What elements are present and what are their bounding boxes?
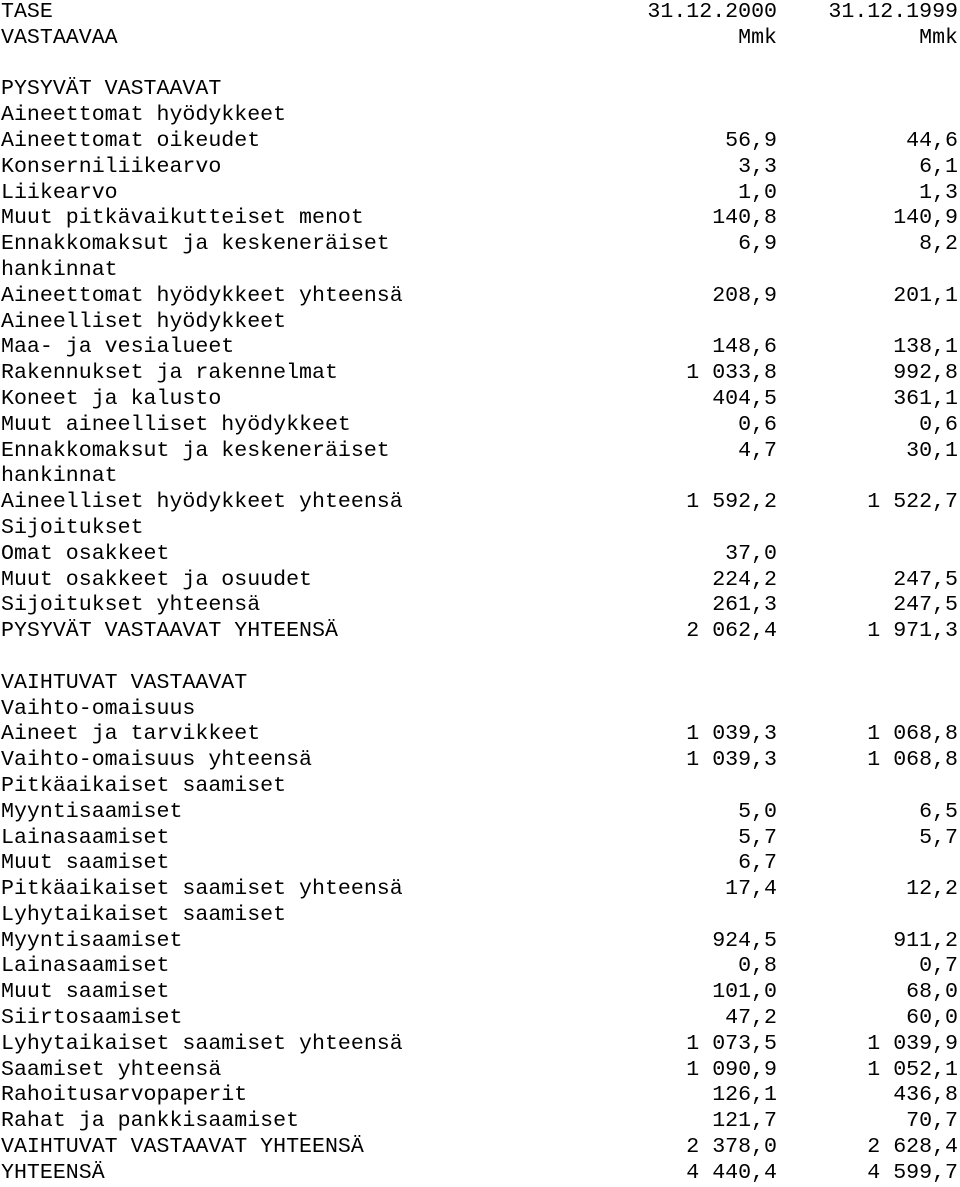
table-row [0,1109,960,1135]
table-row [0,361,960,387]
table-row [0,954,960,980]
value-1999: 44,6 [906,128,958,153]
table-row [0,619,960,645]
unit-label-1999: Mmk [919,25,958,50]
row-label: Vaihto-omaisuus [1,696,196,721]
section-spacer [0,52,960,78]
document-title: TASE [1,0,53,24]
value-2000: 0,6 [738,412,777,437]
value-1999: 1 068,8 [867,722,958,747]
value-1999: 1 971,3 [867,619,958,644]
row-label: Siirtosaamiset [1,1006,183,1031]
row-label: Aineettomat hyödykkeet yhteensä [1,283,403,308]
table-row [0,516,960,542]
row-label: VAIHTUVAT VASTAAVAT YHTEENSÄ [1,1135,364,1160]
table-row [0,439,960,465]
row-label: Rahat ja pankkisaamiset [1,1109,300,1134]
table-row [0,903,960,929]
value-2000: 17,4 [725,877,777,902]
table-row [0,1032,960,1058]
value-1999: 30,1 [906,438,958,463]
value-2000: 1 090,9 [686,1057,777,1082]
table-row [0,155,960,181]
value-2000: 261,3 [712,593,777,618]
row-label: Lyhytaikaiset saamiset [1,902,287,927]
value-1999: 6,5 [919,799,958,824]
row-label: Lyhytaikaiset saamiset yhteensä [1,1031,403,1056]
value-1999: 1,3 [919,180,958,205]
row-label: Maa- ja vesialueet [1,335,235,360]
row-label: Liikearvo [1,180,118,205]
row-label: Muut saamiset [1,980,170,1005]
value-1999: 4 599,7 [867,1160,958,1185]
row-label: Muut pitkävaikutteiset menot [1,206,364,231]
value-2000: 6,9 [738,232,777,257]
header-row-units [0,26,960,52]
table-row [0,929,960,955]
row-label: Aineettomat hyödykkeet [1,103,287,128]
value-1999: 0,6 [919,412,958,437]
balance-sheet-rows [0,52,960,1187]
row-label: Ennakkomaksut ja keskeneräiset [1,438,390,463]
table-row [0,593,960,619]
section-title-assets: VASTAAVAA [1,25,118,50]
value-1999: 201,1 [893,283,958,308]
value-2000: 1,0 [738,180,777,205]
value-1999: 992,8 [893,361,958,386]
table-row [0,464,960,490]
row-label: Myyntisaamiset [1,928,183,953]
value-2000: 4,7 [738,438,777,463]
value-1999: 436,8 [893,1083,958,1108]
value-2000: 2 378,0 [686,1135,777,1160]
value-2000: 0,8 [738,954,777,979]
row-label: Konserniliikearvo [1,154,222,179]
value-2000: 404,5 [712,386,777,411]
value-1999: 8,2 [919,232,958,257]
table-row [0,181,960,207]
value-2000: 6,7 [738,851,777,876]
table-row [0,542,960,568]
value-1999: 1 039,9 [867,1031,958,1056]
value-1999: 12,2 [906,877,958,902]
column-header-1999: 31.12.1999 [828,0,958,24]
row-label: Rahoitusarvopaperit [1,1083,248,1108]
table-row [0,413,960,439]
value-1999: 247,5 [893,567,958,592]
table-row [0,206,960,232]
value-2000: 4 440,4 [686,1160,777,1185]
row-label: Lainasaamiset [1,825,170,850]
value-2000: 140,8 [712,206,777,231]
table-row [0,774,960,800]
row-label: Ennakkomaksut ja keskeneräiset [1,232,390,257]
table-row [0,284,960,310]
table-row [0,800,960,826]
value-2000: 148,6 [712,335,777,360]
value-2000: 224,2 [712,567,777,592]
value-2000: 1 033,8 [686,361,777,386]
table-row [0,697,960,723]
row-label: Aineet ja tarvikkeet [1,722,261,747]
value-1999: 0,7 [919,954,958,979]
row-label: Aineettomat oikeudet [1,128,261,153]
table-row [0,387,960,413]
value-1999: 5,7 [919,825,958,850]
row-label: Aineelliset hyödykkeet [1,309,287,334]
value-1999: 1 522,7 [867,490,958,515]
value-1999: 247,5 [893,593,958,618]
row-label: Sijoitukset [1,515,144,540]
value-2000: 3,3 [738,154,777,179]
column-header-2000: 31.12.2000 [647,0,777,24]
table-row [0,851,960,877]
row-label: Sijoitukset yhteensä [1,593,261,618]
table-row [0,1135,960,1161]
row-label: PYSYVÄT VASTAAVAT [1,77,222,102]
value-2000: 121,7 [712,1109,777,1134]
value-1999: 911,2 [893,928,958,953]
table-row [0,826,960,852]
value-1999: 60,0 [906,1006,958,1031]
table-row [0,232,960,258]
row-label: Muut osakkeet ja osuudet [1,567,313,592]
value-1999: 68,0 [906,980,958,1005]
row-label: hankinnat [1,257,118,282]
table-row [0,722,960,748]
table-row [0,568,960,594]
table-row [0,1058,960,1084]
value-1999: 70,7 [906,1109,958,1134]
value-2000: 47,2 [725,1006,777,1031]
table-row [0,748,960,774]
table-row [0,77,960,103]
table-row [0,129,960,155]
table-row [0,490,960,516]
table-row [0,310,960,336]
value-2000: 126,1 [712,1083,777,1108]
unit-label-2000: Mmk [738,25,777,50]
row-label: Lainasaamiset [1,954,170,979]
table-row [0,258,960,284]
row-label: Koneet ja kalusto [1,386,222,411]
row-label: YHTEENSÄ [1,1160,105,1185]
table-row [0,980,960,1006]
table-row [0,1083,960,1109]
row-label: Saamiset yhteensä [1,1057,222,1082]
row-label: Muut aineelliset hyödykkeet [1,412,351,437]
value-2000: 1 073,5 [686,1031,777,1056]
value-2000: 5,0 [738,799,777,824]
value-2000: 1 039,3 [686,748,777,773]
value-1999: 6,1 [919,154,958,179]
value-2000: 1 592,2 [686,490,777,515]
section-spacer [0,645,960,671]
row-label: Rakennukset ja rakennelmat [1,361,338,386]
row-label: PYSYVÄT VASTAAVAT YHTEENSÄ [1,619,338,644]
table-row [0,1161,960,1187]
value-1999: 2 628,4 [867,1135,958,1160]
value-2000: 1 039,3 [686,722,777,747]
table-row [0,335,960,361]
value-2000: 924,5 [712,928,777,953]
table-row [0,671,960,697]
value-2000: 37,0 [725,541,777,566]
value-1999: 1 052,1 [867,1057,958,1082]
row-label: Myyntisaamiset [1,799,183,824]
table-row [0,1006,960,1032]
value-1999: 361,1 [893,386,958,411]
value-2000: 2 062,4 [686,619,777,644]
value-2000: 56,9 [725,128,777,153]
row-label: Aineelliset hyödykkeet yhteensä [1,490,403,515]
value-1999: 138,1 [893,335,958,360]
value-2000: 208,9 [712,283,777,308]
value-1999: 140,9 [893,206,958,231]
row-label: VAIHTUVAT VASTAAVAT [1,670,248,695]
row-label: Vaihto-omaisuus yhteensä [1,748,313,773]
value-2000: 5,7 [738,825,777,850]
table-row [0,877,960,903]
table-row [0,103,960,129]
row-label: hankinnat [1,464,118,489]
row-label: Pitkäaikaiset saamiset [1,773,287,798]
value-2000: 101,0 [712,980,777,1005]
value-1999: 1 068,8 [867,748,958,773]
row-label: Omat osakkeet [1,541,170,566]
header-row-title [0,0,960,26]
row-label: Pitkäaikaiset saamiset yhteensä [1,877,403,902]
row-label: Muut saamiset [1,851,170,876]
